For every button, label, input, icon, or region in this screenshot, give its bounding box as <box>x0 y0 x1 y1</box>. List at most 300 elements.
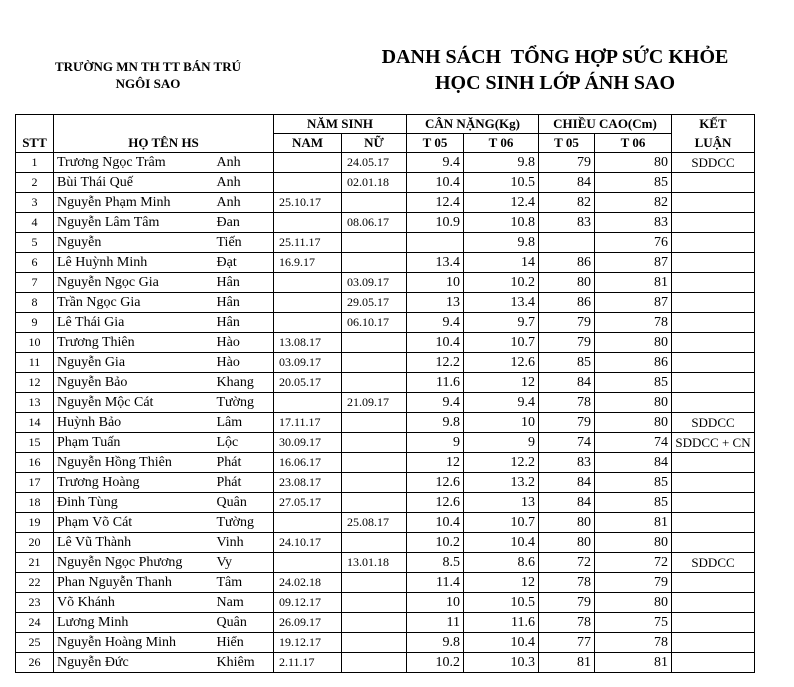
height-t05-cell: 84 <box>539 473 595 493</box>
student-first-name-cell: Tâm <box>214 573 274 593</box>
result-cell <box>672 333 755 353</box>
result-cell <box>672 613 755 633</box>
stt-cell: 8 <box>16 293 54 313</box>
birth-female-cell <box>342 633 407 653</box>
table-row <box>16 393 755 413</box>
weight-t05-cell: 11.6 <box>407 373 464 393</box>
height-t06-cell: 84 <box>595 453 672 473</box>
birth-male-cell: 23.08.17 <box>274 473 342 493</box>
table-row <box>16 153 755 173</box>
stt-cell: 11 <box>16 353 54 373</box>
student-last-name-cell: Nguyễn Gia <box>54 353 214 373</box>
student-last-name-cell: Phan Nguyễn Thanh <box>54 573 214 593</box>
height-t05-cell: 84 <box>539 373 595 393</box>
student-first-name-cell: Anh <box>214 173 274 193</box>
weight-t06-cell: 12.2 <box>464 453 539 473</box>
birth-female-cell <box>342 593 407 613</box>
result-cell <box>672 213 755 233</box>
student-last-name-cell: Phạm Tuấn <box>54 433 214 453</box>
header-weight-t05: T 05 <box>407 134 464 153</box>
height-t06-cell: 87 <box>595 253 672 273</box>
height-t06-cell: 85 <box>595 373 672 393</box>
birth-female-cell: 08.06.17 <box>342 213 407 233</box>
stt-cell: 16 <box>16 453 54 473</box>
weight-t05-cell: 13.4 <box>407 253 464 273</box>
weight-t06-cell: 9.8 <box>464 153 539 173</box>
weight-t05-cell: 10.2 <box>407 653 464 673</box>
height-t06-cell: 79 <box>595 573 672 593</box>
header-height-t05: T 05 <box>539 134 595 153</box>
student-first-name-cell: Hân <box>214 313 274 333</box>
table-row <box>16 653 755 673</box>
table-row <box>16 273 755 293</box>
student-last-name-cell: Lương Minh <box>54 613 214 633</box>
weight-t06-cell: 12 <box>464 573 539 593</box>
header-height: CHIỀU CAO(Cm) <box>539 115 672 134</box>
result-cell <box>672 173 755 193</box>
table-row <box>16 193 755 213</box>
height-t05-cell <box>539 233 595 253</box>
header-name-top <box>54 115 274 134</box>
height-t05-cell: 79 <box>539 153 595 173</box>
birth-male-cell: 16.9.17 <box>274 253 342 273</box>
stt-cell: 7 <box>16 273 54 293</box>
student-first-name-cell: Đan <box>214 213 274 233</box>
height-t05-cell: 77 <box>539 633 595 653</box>
height-t05-cell: 80 <box>539 513 595 533</box>
birth-female-cell <box>342 413 407 433</box>
weight-t05-cell: 9.8 <box>407 413 464 433</box>
stt-cell: 25 <box>16 633 54 653</box>
student-first-name-cell: Phát <box>214 453 274 473</box>
stt-cell: 17 <box>16 473 54 493</box>
birth-male-cell: 24.02.18 <box>274 573 342 593</box>
student-first-name-cell: Khang <box>214 373 274 393</box>
result-cell: SDDCC <box>672 553 755 573</box>
birth-female-cell <box>342 433 407 453</box>
height-t05-cell: 74 <box>539 433 595 453</box>
height-t05-cell: 84 <box>539 173 595 193</box>
weight-t05-cell: 12 <box>407 453 464 473</box>
birth-male-cell <box>274 393 342 413</box>
result-cell <box>672 293 755 313</box>
table-row <box>16 313 755 333</box>
result-cell <box>672 453 755 473</box>
weight-t06-cell: 9.8 <box>464 233 539 253</box>
student-first-name-cell: Đạt <box>214 253 274 273</box>
height-t06-cell: 85 <box>595 493 672 513</box>
student-last-name-cell: Nguyễn Hồng Thiên <box>54 453 214 473</box>
weight-t06-cell: 10.4 <box>464 533 539 553</box>
birth-female-cell: 03.09.17 <box>342 273 407 293</box>
height-t06-cell: 78 <box>595 633 672 653</box>
birth-female-cell: 29.05.17 <box>342 293 407 313</box>
stt-cell: 21 <box>16 553 54 573</box>
header-stt: STT <box>16 134 54 153</box>
height-t05-cell: 86 <box>539 253 595 273</box>
student-first-name-cell: Khiêm <box>214 653 274 673</box>
student-last-name-cell: Lê Thái Gia <box>54 313 214 333</box>
birth-male-cell: 03.09.17 <box>274 353 342 373</box>
height-t06-cell: 80 <box>595 393 672 413</box>
height-t06-cell: 83 <box>595 213 672 233</box>
birth-male-cell: 19.12.17 <box>274 633 342 653</box>
student-last-name-cell: Võ Khánh <box>54 593 214 613</box>
birth-female-cell <box>342 613 407 633</box>
height-t05-cell: 79 <box>539 593 595 613</box>
header-weight-t06: T 06 <box>464 134 539 153</box>
weight-t06-cell: 9.4 <box>464 393 539 413</box>
student-first-name-cell: Tường <box>214 513 274 533</box>
birth-female-cell: 13.01.18 <box>342 553 407 573</box>
stt-cell: 4 <box>16 213 54 233</box>
weight-t06-cell: 10.5 <box>464 593 539 613</box>
student-first-name-cell: Hân <box>214 273 274 293</box>
table-row <box>16 373 755 393</box>
result-cell <box>672 473 755 493</box>
header-female: NỮ <box>342 134 407 153</box>
height-t05-cell: 78 <box>539 613 595 633</box>
stt-cell: 23 <box>16 593 54 613</box>
result-cell <box>672 513 755 533</box>
weight-t05-cell: 12.6 <box>407 493 464 513</box>
birth-male-cell: 13.08.17 <box>274 333 342 353</box>
height-t06-cell: 78 <box>595 313 672 333</box>
header-stt-top <box>16 115 54 134</box>
weight-t05-cell: 11.4 <box>407 573 464 593</box>
student-last-name-cell: Huỳnh Bảo <box>54 413 214 433</box>
height-t06-cell: 86 <box>595 353 672 373</box>
birth-female-cell <box>342 333 407 353</box>
student-last-name-cell: Lê Vũ Thành <box>54 533 214 553</box>
birth-male-cell <box>274 273 342 293</box>
student-first-name-cell: Hào <box>214 333 274 353</box>
height-t05-cell: 80 <box>539 533 595 553</box>
student-last-name-cell: Nguyễn Lâm Tâm <box>54 213 214 233</box>
result-cell: SDDCC <box>672 153 755 173</box>
student-last-name-cell: Lê Huỳnh Minh <box>54 253 214 273</box>
stt-cell: 19 <box>16 513 54 533</box>
student-first-name-cell: Anh <box>214 153 274 173</box>
table-row <box>16 493 755 513</box>
birth-male-cell: 24.10.17 <box>274 533 342 553</box>
weight-t05-cell: 10.4 <box>407 173 464 193</box>
birth-male-cell <box>274 513 342 533</box>
height-t06-cell: 76 <box>595 233 672 253</box>
student-last-name-cell: Nguyễn Hoàng Minh <box>54 633 214 653</box>
header-weight: CÂN NẶNG(Kg) <box>407 115 539 134</box>
table-row <box>16 593 755 613</box>
student-first-name-cell: Nam <box>214 593 274 613</box>
birth-male-cell <box>274 213 342 233</box>
stt-cell: 1 <box>16 153 54 173</box>
weight-t05-cell: 12.6 <box>407 473 464 493</box>
birth-male-cell: 25.10.17 <box>274 193 342 213</box>
weight-t05-cell: 9.4 <box>407 313 464 333</box>
stt-cell: 24 <box>16 613 54 633</box>
height-t05-cell: 84 <box>539 493 595 513</box>
student-last-name-cell: Trương Hoàng <box>54 473 214 493</box>
table-body <box>16 153 755 673</box>
weight-t06-cell: 12.6 <box>464 353 539 373</box>
student-first-name-cell: Vy <box>214 553 274 573</box>
student-first-name-cell: Lâm <box>214 413 274 433</box>
student-last-name-cell: Nguyễn Ngọc Phương <box>54 553 214 573</box>
weight-t05-cell: 12.2 <box>407 353 464 373</box>
stt-cell: 3 <box>16 193 54 213</box>
table-row <box>16 233 755 253</box>
weight-t06-cell: 10.2 <box>464 273 539 293</box>
student-first-name-cell: Hân <box>214 293 274 313</box>
result-cell <box>672 253 755 273</box>
birth-male-cell: 2.11.17 <box>274 653 342 673</box>
birth-male-cell: 16.06.17 <box>274 453 342 473</box>
stt-cell: 12 <box>16 373 54 393</box>
weight-t06-cell: 14 <box>464 253 539 273</box>
height-t05-cell: 81 <box>539 653 595 673</box>
student-last-name-cell: Nguyễn Đức <box>54 653 214 673</box>
birth-female-cell <box>342 353 407 373</box>
weight-t05-cell: 9.8 <box>407 633 464 653</box>
student-last-name-cell: Nguyễn Bảo <box>54 373 214 393</box>
height-t06-cell: 74 <box>595 433 672 453</box>
stt-cell: 22 <box>16 573 54 593</box>
height-t06-cell: 72 <box>595 553 672 573</box>
result-cell <box>672 493 755 513</box>
height-t06-cell: 80 <box>595 533 672 553</box>
weight-t05-cell: 10.4 <box>407 333 464 353</box>
height-t06-cell: 80 <box>595 153 672 173</box>
header-height-t06: T 06 <box>595 134 672 153</box>
student-last-name-cell: Nguyễn <box>54 233 214 253</box>
result-cell <box>672 233 755 253</box>
stt-cell: 6 <box>16 253 54 273</box>
table-row <box>16 413 755 433</box>
birth-female-cell <box>342 653 407 673</box>
birth-male-cell <box>274 293 342 313</box>
height-t06-cell: 87 <box>595 293 672 313</box>
header-result-line2: LUẬN <box>672 134 755 153</box>
height-t05-cell: 78 <box>539 393 595 413</box>
weight-t05-cell: 10.4 <box>407 513 464 533</box>
weight-t06-cell: 13 <box>464 493 539 513</box>
student-last-name-cell: Trần Ngọc Gia <box>54 293 214 313</box>
weight-t06-cell: 10 <box>464 413 539 433</box>
student-first-name-cell: Vinh <box>214 533 274 553</box>
birth-female-cell <box>342 253 407 273</box>
student-first-name-cell: Tiến <box>214 233 274 253</box>
weight-t05-cell: 10.2 <box>407 533 464 553</box>
birth-male-cell: 17.11.17 <box>274 413 342 433</box>
birth-male-cell: 27.05.17 <box>274 493 342 513</box>
stt-cell: 5 <box>16 233 54 253</box>
student-last-name-cell: Đinh Tùng <box>54 493 214 513</box>
stt-cell: 9 <box>16 313 54 333</box>
weight-t06-cell: 11.6 <box>464 613 539 633</box>
result-cell: SDDCC + CN <box>672 433 755 453</box>
weight-t05-cell: 11 <box>407 613 464 633</box>
birth-male-cell <box>274 313 342 333</box>
birth-male-cell <box>274 553 342 573</box>
birth-male-cell: 30.09.17 <box>274 433 342 453</box>
birth-female-cell <box>342 193 407 213</box>
height-t06-cell: 80 <box>595 413 672 433</box>
birth-female-cell: 25.08.17 <box>342 513 407 533</box>
weight-t06-cell: 12 <box>464 373 539 393</box>
weight-t06-cell: 10.7 <box>464 513 539 533</box>
table-row <box>16 533 755 553</box>
header-result-line1: KẾT <box>672 115 755 134</box>
header-male: NAM <box>274 134 342 153</box>
table-row <box>16 633 755 653</box>
stt-cell: 13 <box>16 393 54 413</box>
stt-cell: 10 <box>16 333 54 353</box>
stt-cell: 26 <box>16 653 54 673</box>
birth-male-cell: 25.11.17 <box>274 233 342 253</box>
birth-male-cell: 26.09.17 <box>274 613 342 633</box>
table-row <box>16 613 755 633</box>
school-name-line1: TRƯỜNG MN TH TT BÁN TRÚ <box>54 59 241 74</box>
birth-female-cell <box>342 233 407 253</box>
weight-t05-cell: 12.4 <box>407 193 464 213</box>
weight-t06-cell: 13.4 <box>464 293 539 313</box>
student-first-name-cell: Lộc <box>214 433 274 453</box>
document-title <box>340 44 770 96</box>
table-row <box>16 253 755 273</box>
weight-t05-cell: 9.4 <box>407 153 464 173</box>
student-last-name-cell: Phạm Võ Cát <box>54 513 214 533</box>
header-name: HỌ TÊN HS <box>54 134 274 153</box>
stt-cell: 20 <box>16 533 54 553</box>
student-first-name-cell: Tường <box>214 393 274 413</box>
birth-female-cell <box>342 533 407 553</box>
height-t06-cell: 80 <box>595 333 672 353</box>
table-row <box>16 293 755 313</box>
height-t06-cell: 80 <box>595 593 672 613</box>
student-first-name-cell: Hiển <box>214 633 274 653</box>
result-cell <box>672 533 755 553</box>
student-last-name-cell: Trương Thiên <box>54 333 214 353</box>
height-t05-cell: 83 <box>539 453 595 473</box>
stt-cell: 15 <box>16 433 54 453</box>
table-row <box>16 433 755 453</box>
height-t06-cell: 82 <box>595 193 672 213</box>
weight-t06-cell: 10.8 <box>464 213 539 233</box>
table-row <box>16 173 755 193</box>
student-last-name-cell: Nguyễn Mộc Cát <box>54 393 214 413</box>
result-cell <box>672 273 755 293</box>
student-last-name-cell: Nguyễn Ngọc Gia <box>54 273 214 293</box>
stt-cell: 2 <box>16 173 54 193</box>
weight-t06-cell: 10.3 <box>464 653 539 673</box>
result-cell <box>672 573 755 593</box>
birth-female-cell <box>342 493 407 513</box>
table-row <box>16 573 755 593</box>
birth-male-cell: 09.12.17 <box>274 593 342 613</box>
weight-t06-cell: 10.4 <box>464 633 539 653</box>
height-t06-cell: 85 <box>595 173 672 193</box>
table-row <box>16 333 755 353</box>
student-first-name-cell: Phát <box>214 473 274 493</box>
result-cell <box>672 373 755 393</box>
weight-t05-cell: 9 <box>407 433 464 453</box>
height-t05-cell: 79 <box>539 413 595 433</box>
stt-cell: 18 <box>16 493 54 513</box>
height-t06-cell: 81 <box>595 273 672 293</box>
height-t05-cell: 85 <box>539 353 595 373</box>
student-last-name-cell: Bùi Thái Quế <box>54 173 214 193</box>
weight-t06-cell: 9.7 <box>464 313 539 333</box>
birth-male-cell <box>274 173 342 193</box>
weight-t05-cell: 9.4 <box>407 393 464 413</box>
header-birth-year: NĂM SINH <box>274 115 407 134</box>
birth-female-cell: 21.09.17 <box>342 393 407 413</box>
table-row <box>16 353 755 373</box>
student-first-name-cell: Quân <box>214 493 274 513</box>
result-cell <box>672 313 755 333</box>
height-t05-cell: 82 <box>539 193 595 213</box>
birth-female-cell: 24.05.17 <box>342 153 407 173</box>
result-cell <box>672 633 755 653</box>
weight-t06-cell: 9 <box>464 433 539 453</box>
table-row <box>16 473 755 493</box>
height-t06-cell: 85 <box>595 473 672 493</box>
weight-t06-cell: 13.2 <box>464 473 539 493</box>
result-cell <box>672 653 755 673</box>
result-cell <box>672 353 755 373</box>
weight-t06-cell: 8.6 <box>464 553 539 573</box>
student-first-name-cell: Hào <box>214 353 274 373</box>
weight-t06-cell: 12.4 <box>464 193 539 213</box>
student-last-name-cell: Nguyễn Phạm Minh <box>54 193 214 213</box>
weight-t05-cell: 8.5 <box>407 553 464 573</box>
table-row <box>16 453 755 473</box>
birth-female-cell <box>342 573 407 593</box>
student-first-name-cell: Quân <box>214 613 274 633</box>
weight-t05-cell: 10.9 <box>407 213 464 233</box>
weight-t06-cell: 10.7 <box>464 333 539 353</box>
student-first-name-cell: Anh <box>214 193 274 213</box>
height-t05-cell: 79 <box>539 333 595 353</box>
birth-male-cell <box>274 153 342 173</box>
result-cell: SDDCC <box>672 413 755 433</box>
birth-female-cell <box>342 373 407 393</box>
birth-female-cell <box>342 453 407 473</box>
weight-t05-cell: 10 <box>407 273 464 293</box>
health-summary-table <box>15 114 755 673</box>
table-row <box>16 513 755 533</box>
document-title-line2: HỌC SINH LỚP ÁNH SAO <box>434 72 676 94</box>
weight-t05-cell <box>407 233 464 253</box>
height-t05-cell: 86 <box>539 293 595 313</box>
birth-female-cell: 02.01.18 <box>342 173 407 193</box>
result-cell <box>672 593 755 613</box>
height-t05-cell: 83 <box>539 213 595 233</box>
height-t06-cell: 81 <box>595 653 672 673</box>
height-t06-cell: 81 <box>595 513 672 533</box>
school-name-line2: NGÔI SAO <box>115 76 181 91</box>
school-name <box>28 58 268 92</box>
stt-cell: 14 <box>16 413 54 433</box>
birth-female-cell <box>342 473 407 493</box>
height-t05-cell: 72 <box>539 553 595 573</box>
result-cell <box>672 193 755 213</box>
height-t05-cell: 78 <box>539 573 595 593</box>
birth-male-cell: 20.05.17 <box>274 373 342 393</box>
height-t06-cell: 75 <box>595 613 672 633</box>
height-t05-cell: 80 <box>539 273 595 293</box>
table-header <box>16 115 755 153</box>
